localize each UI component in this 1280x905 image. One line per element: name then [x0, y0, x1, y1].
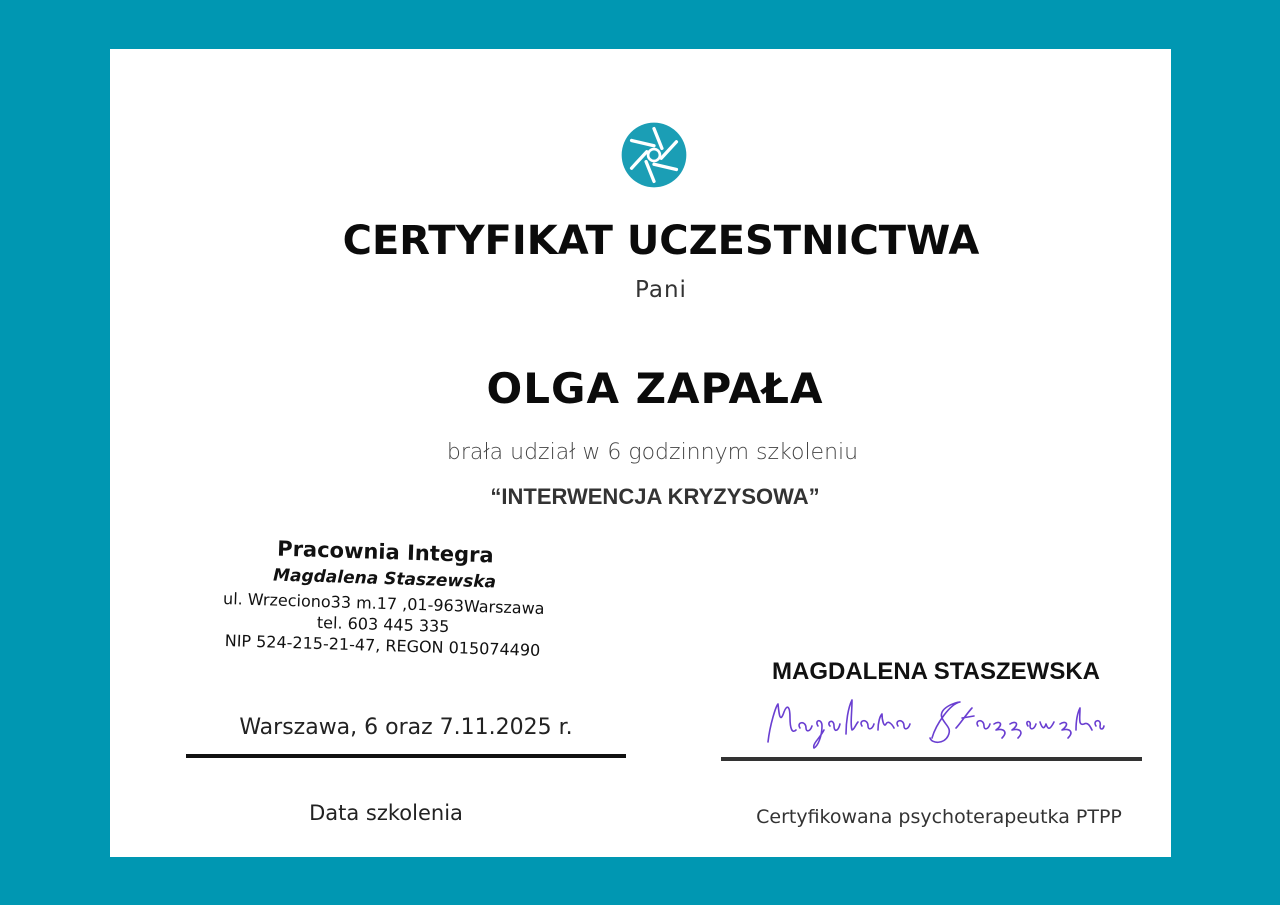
signatory-caption: Certyfikowana psychoterapeutka PTPP	[756, 806, 1122, 828]
participation-text: brała udział w 6 godzinnym szkoleniu	[446, 440, 859, 465]
certificate-title: CERTYFIKAT UCZESTNICTWA	[342, 218, 980, 264]
stamp-registration: NIP 524-215-21-47, REGON 015074490	[224, 631, 541, 660]
recipient-name: OLGA ZAPAŁA	[486, 364, 824, 413]
date-underline	[186, 754, 626, 758]
training-date-value: Warszawa, 6 oraz 7.11.2025 r.	[239, 715, 573, 740]
stamp-owner: Magdalena Staszewska	[272, 565, 497, 593]
handwritten-signature	[760, 694, 1105, 756]
camera-aperture-icon	[621, 122, 687, 188]
course-title: “INTERWENCJA KRYZYSOWA”	[490, 484, 820, 509]
training-date-caption: Data szkolenia	[309, 801, 463, 825]
stamp-phone: tel. 603 445 335	[316, 612, 450, 637]
organization-stamp	[202, 534, 565, 661]
salutation: Pani	[635, 277, 687, 303]
signature-underline	[721, 757, 1142, 761]
signatory-name: MAGDALENA STASZEWSKA	[772, 658, 1100, 685]
stamp-address: ul. Wrzeciono33 m.17 ,01-963Warszawa	[222, 588, 545, 619]
stamp-organization: Pracownia Integra	[276, 536, 494, 568]
